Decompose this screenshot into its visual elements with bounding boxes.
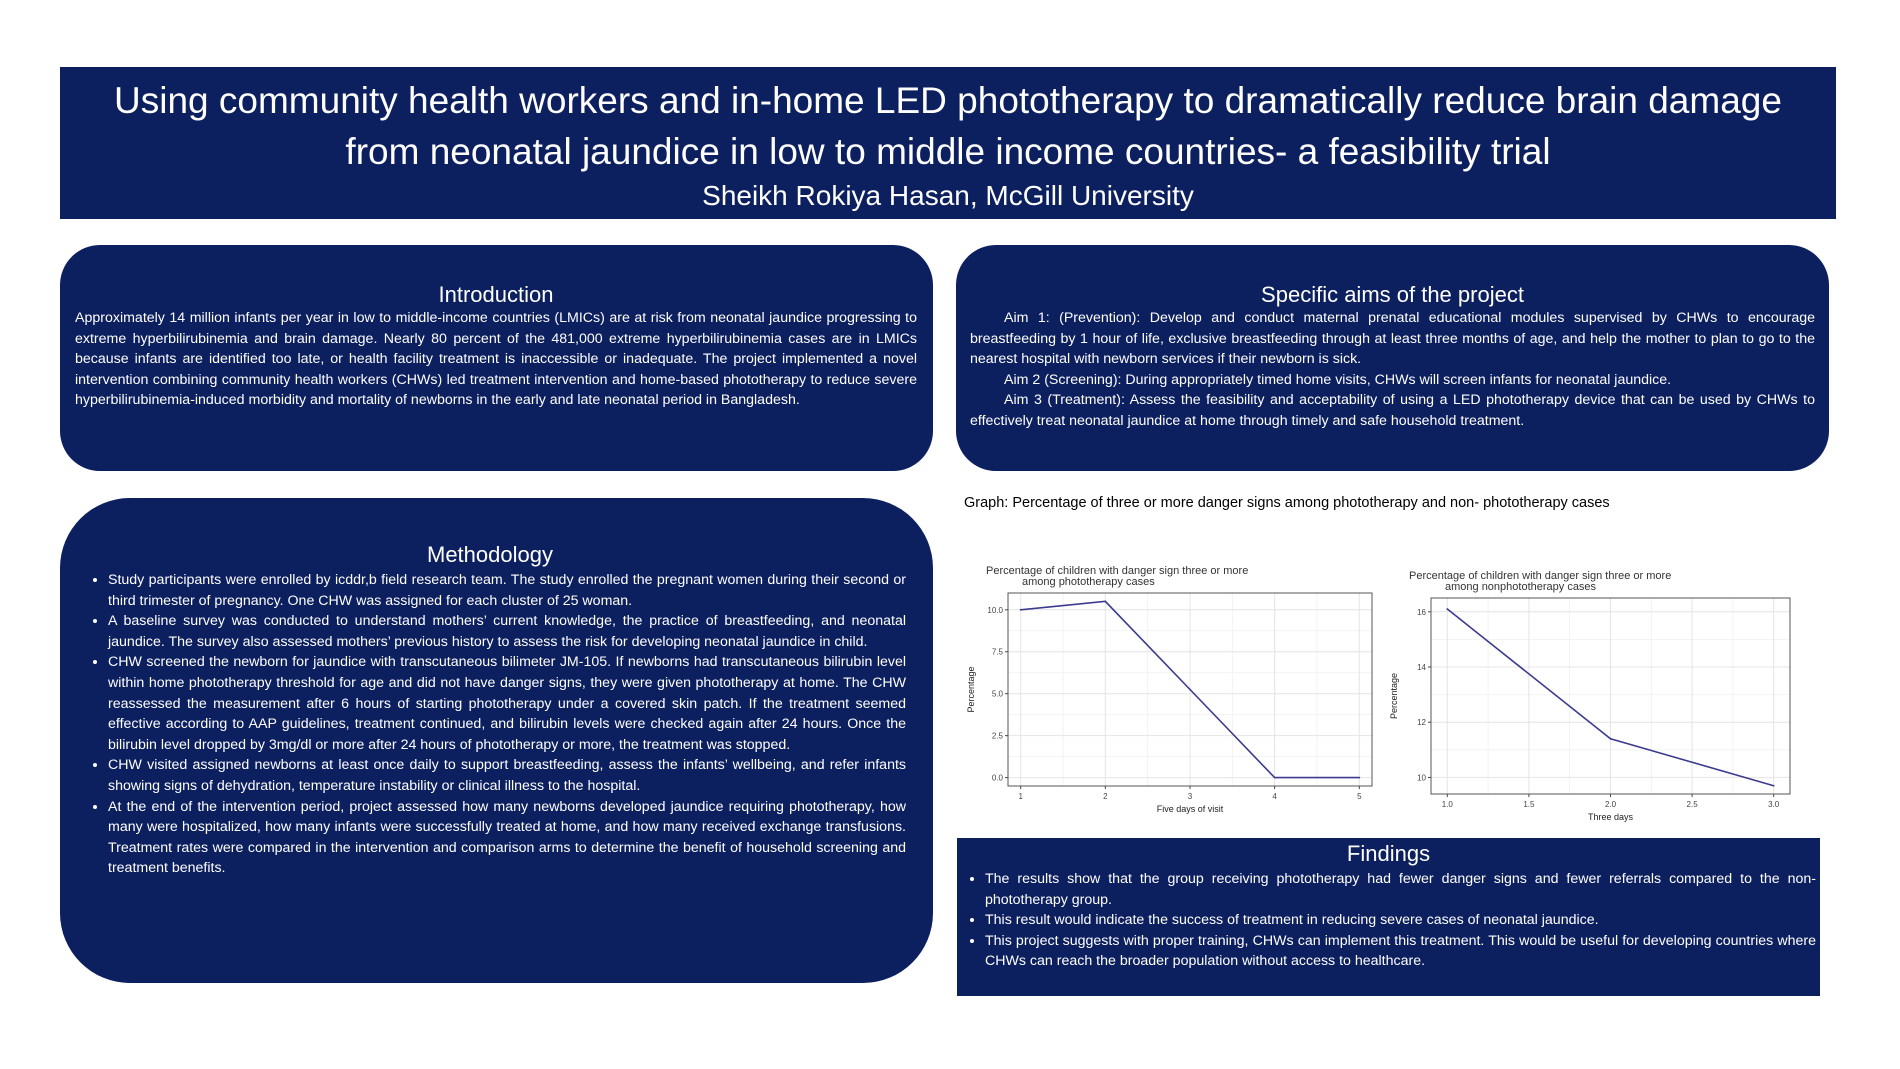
aim-3: Aim 3 (Treatment): Assess the feasibility and acceptability of using a LED phototherapy device that can be used by CHWs to effectively treat neonatal jaundice at home through timely and safe household treatment. [970, 392, 1815, 429]
data-point [1610, 738, 1612, 740]
x-axis-label: Three days [1587, 812, 1634, 822]
poster-author: Sheikh Rokiya Hasan, McGill University [702, 180, 1194, 211]
y-tick-label: 0.0 [991, 773, 1003, 783]
methodology-item: • CHW screened the newborn for jaundice with transcutaneous bilimeter JM-105. If newborns had transcutaneous bilirubin level within home phototherapy threshold for age and did not have danger signs, they were given phototherapy at home. The CHW reassessed the measurement after 6 hours of starting phototherapy under a covered skin patch. If the treatment seemed effective according to AAP guidelines, treatment continued, and bilirubin levels were checked again after 24 hours. Once the bilirubin level dropped by 3mg/dl or more after 24 hours of phototherapy or more, the treatment was stopped. [108, 652, 906, 755]
findings-item: • The results show that the group receiving phototherapy had fewer danger signs and fewer referrals compared to the non-phototherapy group. [985, 869, 1816, 910]
graph-caption: Graph: Percentage of three or more danger signs among phototherapy and non- phototherapy cases [964, 495, 1610, 511]
x-tick-label: 2.0 [1604, 800, 1617, 809]
y-tick-label: 14 [1417, 663, 1426, 673]
chart-svg [1383, 565, 1798, 830]
x-tick-label: 2.5 [1686, 800, 1698, 809]
aims-heading: Specific aims of the project [1261, 282, 1524, 307]
x-tick-label: 3.0 [1768, 800, 1780, 809]
methodology-panel [60, 498, 933, 983]
nonphototherapy-chart [1383, 565, 1798, 830]
y-tick-label: 5.0 [991, 689, 1003, 699]
introduction-panel [60, 245, 933, 471]
data-point [1358, 777, 1360, 779]
data-point [1189, 689, 1191, 691]
data-point [1020, 609, 1022, 611]
y-tick-label: 10.0 [987, 605, 1003, 615]
y-axis-label: Percentage [1389, 672, 1399, 720]
y-tick-label: 12 [1417, 718, 1426, 728]
aims-panel [956, 245, 1829, 471]
x-tick-label: 1.0 [1441, 800, 1453, 809]
chart-title: Percentage of children with danger sign three or more [986, 565, 1249, 577]
x-tick-label: 5 [1357, 792, 1362, 801]
methodology-list [74, 570, 906, 879]
methodology-item: • At the end of the intervention period, project assessed how many newborns developed jaundice requiring phototherapy, how many were hospitalized, how many infants were successfully treated at home, and how many received exchange transfusions. Treatment rates were compared in the intervention and comparison arms to determine the benefit of household screening and treatment benefits. [108, 797, 906, 879]
findings-list [961, 869, 1816, 972]
x-tick-label: 1.5 [1523, 800, 1535, 809]
findings-item: • This result would indicate the success of treatment in reducing severe cases of neonatal jaundice. [985, 910, 1816, 931]
data-point [1773, 785, 1775, 787]
methodology-item: • Study participants were enrolled by icddr,b field research team. The study enrolled the pregnant women during their second or third trimester of pregnancy. One CHW was assigned for each cluster of 25 woman. [108, 570, 906, 611]
methodology-heading: Methodology [427, 542, 553, 567]
y-tick-label: 7.5 [991, 647, 1003, 657]
introduction-text: Approximately 14 million infants per year in low to middle-income countries (LMICs) are at risk from neonatal jaundice progressing to extreme hyperbilirubinemia and brain damage. Nearly 80 percent of the 481,000 extreme hyperbilirubinemia cases are in LMICs because infants are identified too late, or health facility treatment is inaccessible or inadequate. The project implemented a novel intervention combining community health workers (CHWs) led treatment intervention and home-based phototherapy to reduce severe hyperbilirubinemia-induced morbidity and mortality of newborns in the early and late neonatal period in Bangladesh. [75, 310, 917, 409]
y-axis-label: Percentage [966, 666, 976, 713]
y-tick-label: 16 [1417, 607, 1426, 617]
aim-1: Aim 1: (Prevention): Develop and conduct maternal prenatal educational modules supervised by CHWs to encourage breastfeeding by 1 hour of life, exclusive breastfeeding through at least three months of age, and help the mother to plan to go to the nearest hospital with newborn services if their newborn is sick. [970, 310, 1815, 368]
x-tick-label: 2 [1103, 792, 1108, 801]
chart-title: Percentage of children with danger sign three or more [1409, 570, 1672, 582]
methodology-item: • A baseline survey was conducted to understand mothers’ current knowledge, the practice of breastfeeding, and neonatal jaundice. The survey also assessed mothers’ previous history to assess the risk for developing neonatal jaundice in child. [108, 611, 906, 652]
chart-subtitle: among phototherapy cases [1022, 576, 1155, 588]
introduction-heading: Introduction [438, 282, 554, 307]
data-point [1104, 600, 1106, 602]
x-tick-label: 1 [1018, 792, 1023, 801]
findings-panel [957, 838, 1820, 996]
y-tick-label: 2.5 [991, 731, 1003, 741]
chart-subtitle: among nonphototherapy cases [1445, 581, 1597, 593]
aim-2: Aim 2 (Screening): During appropriately timed home visits, CHWs will screen infants for neonatal jaundice. [1004, 371, 1672, 388]
findings-heading: Findings [1346, 841, 1431, 866]
methodology-item: • CHW visited assigned newborns at least once daily to support breastfeeding, assess the infants’ wellbeing, and refer infants showing signs of dehydration, temperature instability or clinical illness to the hospital. [108, 755, 906, 796]
phototherapy-chart [960, 560, 1380, 822]
poster-title: Using community health workers and in-home LED phototherapy to dramatically reduce brain damage from neonatal jaundice in low to middle income countries- a feasibility trial [114, 80, 1782, 172]
poster-header [60, 67, 1836, 219]
x-axis-label: Five days of visit [1156, 804, 1224, 814]
x-tick-label: 4 [1272, 792, 1277, 801]
data-point [1446, 608, 1448, 610]
x-tick-label: 3 [1187, 792, 1193, 801]
y-tick-label: 10 [1417, 773, 1426, 783]
chart-svg [960, 560, 1380, 822]
data-point [1274, 777, 1276, 779]
findings-item: • This project suggests with proper training, CHWs can implement this treatment. This would be useful for developing countries where CHWs can reach the broader population without access to healthcare. [985, 931, 1816, 972]
